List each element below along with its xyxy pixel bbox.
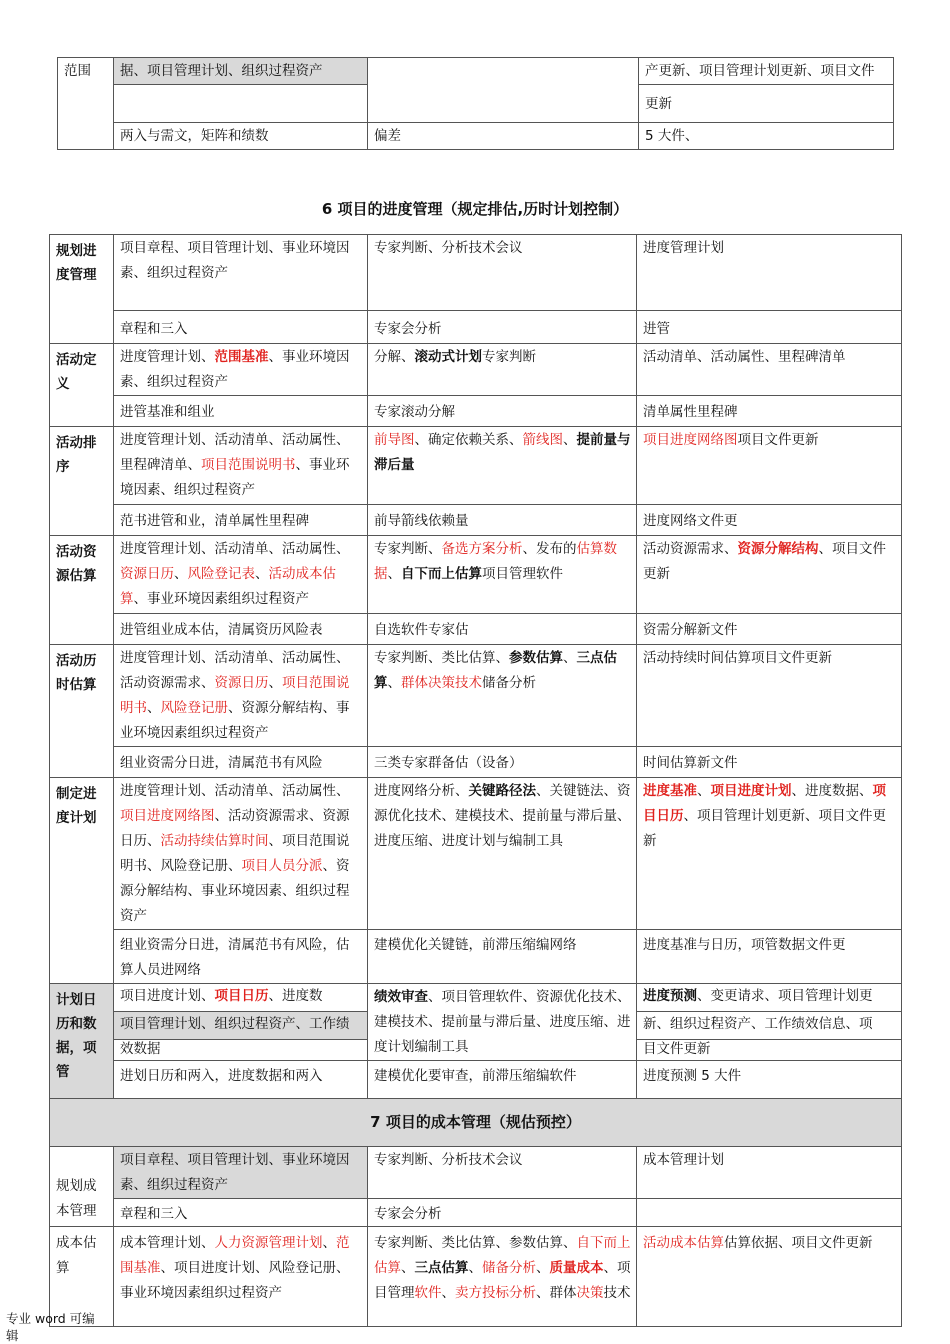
text-run: 参数估算	[509, 650, 563, 666]
outputs-mnemonic: 资需分解新文件	[637, 614, 902, 645]
footer-line1: 专业 word 可编	[6, 1311, 95, 1326]
text-run: 、	[468, 1260, 482, 1276]
text-run: 、	[536, 1260, 550, 1276]
process-inputs	[114, 235, 368, 311]
scope-table	[57, 57, 894, 150]
text-run: 项目范围说明书	[120, 675, 350, 716]
text-run: 资源日历	[214, 675, 269, 691]
section6-title: 6 项目的进度管理（规定排估,历时计划控制）	[321, 200, 629, 218]
text-run: 、项目范围说明书、风险登记册、	[120, 833, 350, 874]
text-run: 、	[563, 432, 577, 448]
process-name: 规划进度管理	[50, 235, 114, 344]
process-table	[49, 234, 902, 1327]
text-run: 专家判断、分析技术会议	[374, 240, 523, 256]
text-run: 专家判断、	[374, 541, 442, 557]
text-run: 、	[322, 1235, 336, 1251]
text-run: 滚动式计划	[414, 349, 482, 365]
outputs-mnemonic: 进度基准与日历，项管数据文件更	[637, 930, 902, 984]
scope-inputs-a: 据、项目管理计划、组织过程资产	[114, 58, 368, 85]
text-run: 、	[401, 1260, 415, 1276]
scope-tools	[368, 58, 639, 123]
process-inputs-b	[114, 1012, 368, 1040]
text-run: 项目章程、项目管理计划、事业环境因素、组织过程资产	[120, 1152, 350, 1193]
text-run: 专家判断	[482, 349, 536, 365]
text-run: 资源日历	[120, 566, 174, 582]
text-run: 分解、	[374, 349, 415, 365]
process-outputs-c	[637, 1040, 902, 1061]
tools-mnemonic: 前导箭线依赖量	[368, 505, 637, 536]
process-tools	[368, 344, 637, 396]
process-name: 活动排序	[50, 427, 114, 536]
text-run: 成本管理计划、	[120, 1235, 215, 1251]
text-run: 关键路径法	[468, 783, 536, 799]
inputs-mnemonic: 进划日历和两入，进度数据和两入	[114, 1061, 368, 1099]
text-run: 、	[563, 650, 577, 666]
text-run: 软件	[414, 1285, 442, 1301]
process-inputs	[114, 1147, 368, 1199]
text-run: 进度管理计划、活动清单、活动属性、	[120, 541, 350, 557]
text-run: 项目章程、项目管理计划、事业环境因素	[120, 240, 350, 281]
text-run: 进度预测	[643, 988, 697, 1004]
text-run: 、项目文件更新	[643, 541, 886, 582]
text-run: 三点估算	[374, 650, 617, 691]
process-outputs	[637, 645, 902, 747]
text-run: 、发布的	[522, 541, 577, 557]
process-name: 活动定义	[50, 344, 114, 427]
tools-mnemonic: 自选软件专家估	[368, 614, 637, 645]
tools-mnemonic: 三类专家群备估（设备）	[368, 747, 637, 778]
process-outputs-a	[637, 984, 902, 1012]
text-run: 进度管理计划、活动清单、活动属性、里程碑清单、	[120, 432, 350, 473]
text-run: 活动成本估算	[643, 1235, 724, 1251]
text-run: 新、组织过程资产、工作绩效信息、项	[643, 1016, 873, 1032]
text-run: 、	[255, 566, 269, 582]
text-run: 项目文件更新	[737, 432, 819, 448]
text-run: 人力资源管理计划	[214, 1235, 323, 1251]
text-run: 技术	[603, 1285, 631, 1301]
text-run: 、事业环境因素组织过程资产	[133, 591, 309, 607]
text-run: 、事业环境因素、组织过程资产	[120, 457, 350, 498]
inputs-mnemonic: 章程和三入	[114, 1199, 368, 1227]
text-run: 、项目管理计划更新、项目文件更新	[643, 808, 886, 849]
outputs-mnemonic	[637, 1199, 902, 1227]
text-run: 进度网络分析、	[374, 783, 469, 799]
text-run: 群体决策技术	[401, 675, 482, 691]
text-run: 项目进度网络图	[120, 808, 215, 824]
process-tools	[368, 778, 637, 930]
process-outputs	[637, 536, 902, 614]
text-run: 、变更请求、项目管理计划更	[697, 988, 873, 1004]
text-run: 活动清单、活动属性、里程碑清单	[643, 349, 846, 365]
text-run: 项目日历	[643, 783, 886, 824]
text-run: 、组织过程资产	[133, 265, 228, 281]
section7-title: 7 项目的成本管理（规估预控）	[50, 1099, 902, 1147]
text-run: 成本管理计划	[643, 1152, 724, 1168]
inputs-mnemonic: 进管组业成本估，清属资历风险表	[114, 614, 368, 645]
text-run: 卖方投标分析	[455, 1285, 536, 1301]
process-inputs	[114, 645, 368, 747]
tools-mnemonic: 建模优化关键链，前滞压缩编网络	[368, 930, 637, 984]
process-outputs	[637, 1147, 902, 1199]
inputs-mnemonic: 进管基准和组业	[114, 396, 368, 427]
tools-mnemonic: 专家滚动分解	[368, 396, 637, 427]
text-run: 自下而上估算	[401, 566, 482, 582]
text-run: 项目进度计划	[710, 783, 792, 799]
text-run: 前导图	[374, 432, 415, 448]
text-run: 专家判断、分析技术会议	[374, 1152, 523, 1168]
text-run: 、群体	[536, 1285, 577, 1301]
text-run: 、资源分解结构、事业环境因素、组织过程资产	[120, 858, 350, 924]
process-name: 活动资源估算	[50, 536, 114, 645]
text-run: 、	[697, 783, 711, 799]
text-run: 效数据	[120, 1041, 161, 1057]
text-run: 、进度数据、	[791, 783, 873, 799]
process-inputs	[114, 1227, 368, 1327]
text-run: 三点估算	[414, 1260, 469, 1276]
process-outputs	[637, 1227, 902, 1327]
text-run: 、	[387, 675, 401, 691]
inputs-mnemonic: 组业资需分日进，清属范书有风险	[114, 747, 368, 778]
text-run: 储备分析	[482, 1260, 536, 1276]
process-inputs-a	[114, 984, 368, 1012]
text-run: 决策	[576, 1285, 604, 1301]
process-tools	[368, 1147, 637, 1199]
tools-mnemonic: 专家会分析	[368, 311, 637, 344]
text-run: 、项目进度计划、风险登记册、事业环境因素组织过程资产	[120, 1260, 350, 1301]
process-outputs	[637, 235, 902, 311]
text-run: 项目进度网络图	[643, 432, 738, 448]
tools-mnemonic: 建模优化要审查，前滞压缩编软件	[368, 1061, 637, 1099]
process-tools	[368, 645, 637, 747]
text-run: 项目管理软件	[482, 566, 563, 582]
text-run: 范围基准	[214, 349, 269, 365]
text-run: 项目人员分派	[241, 858, 323, 874]
text-run: 备选方案分析	[441, 541, 523, 557]
outputs-mnemonic: 进度网络文件更	[637, 505, 902, 536]
process-name: 活动历时估算	[50, 645, 114, 778]
text-run: 估算数据	[374, 541, 617, 582]
text-run: 项目日历	[214, 988, 269, 1004]
text-run: 、	[147, 700, 161, 716]
text-run: 目文件更新	[643, 1041, 711, 1057]
scope-inputs-gap	[114, 85, 368, 123]
inputs-mnemonic: 范书进管和业，清单属性里程碑	[114, 505, 368, 536]
text-run: 储备分析	[482, 675, 536, 691]
inputs-mnemonic: 组业资需分日进，清属范书有风险，估算人员进网络	[114, 930, 368, 984]
tools-mnemonic: 专家会分析	[368, 1199, 637, 1227]
text-run: 项目进度计划、	[120, 988, 215, 1004]
text-run: 风险登记册	[160, 700, 228, 716]
process-inputs	[114, 778, 368, 930]
process-name: 制定进度计划	[50, 778, 114, 984]
outputs-mnemonic: 时间估算新文件	[637, 747, 902, 778]
text-run: 活动持续时间估算项目文件更新	[643, 650, 832, 666]
text-run: 、事业环境因素、组织过程资产	[120, 349, 350, 390]
text-run: 、关键链法、资源优化技术、建模技术、提前量与滞后量、进度压缩、进度计划与编制工具	[374, 783, 631, 849]
scope-outputs-a: 产更新、项目管理计划更新、项目文件	[639, 58, 894, 85]
text-run: 专家判断、类比估算、	[374, 650, 509, 666]
text-run: 箭线图	[522, 432, 563, 448]
outputs-mnemonic: 进管	[637, 311, 902, 344]
text-run: 活动成本估算	[120, 566, 336, 607]
text-run: 、进度数	[268, 988, 323, 1004]
text-run: 绩效审查	[374, 989, 428, 1005]
process-outputs	[637, 427, 902, 505]
text-run: 、	[268, 675, 282, 691]
process-tools	[368, 427, 637, 505]
process-tools	[368, 235, 637, 311]
outputs-mnemonic: 清单属性里程碑	[637, 396, 902, 427]
scope-tools-summary: 偏差	[368, 123, 639, 150]
text-run: 自下而上估算	[374, 1235, 631, 1276]
process-tools	[368, 1227, 637, 1327]
text-run: 专家判断、类比估算、参数估算、	[374, 1235, 577, 1251]
process-name: 成本估算	[50, 1227, 114, 1327]
text-run: 风险登记表	[187, 566, 255, 582]
text-run: 、资源分解结构、事业环境因素组织过程资产	[120, 700, 350, 741]
scope-outputs-summary: 5 大件、	[639, 123, 894, 150]
text-run: 进度管理计划、	[120, 349, 215, 365]
text-run: 进度基准	[643, 783, 697, 799]
process-inputs-c	[114, 1040, 368, 1061]
footer-note	[6, 1310, 95, 1344]
text-run: 、项目管理	[374, 1260, 631, 1301]
text-run: 、	[441, 1285, 455, 1301]
text-run: 活动资源需求、	[643, 541, 738, 557]
process-tools	[368, 536, 637, 614]
text-run: 项目管理计划、组织过程资产、工作绩	[120, 1016, 350, 1032]
process-inputs	[114, 536, 368, 614]
process-outputs	[637, 778, 902, 930]
text-run: 项目范围说明书	[201, 457, 296, 473]
text-run: 、活动资源需求、资源日历、	[120, 808, 350, 849]
process-name: 计划日历和数据，项管	[50, 984, 114, 1099]
process-inputs	[114, 344, 368, 396]
process-outputs	[637, 344, 902, 396]
text-run: 、确定依赖关系、	[414, 432, 523, 448]
text-run: 、	[387, 566, 401, 582]
text-run: 资源分解结构	[737, 541, 819, 557]
text-run: 提前量与滞后量	[374, 432, 631, 473]
scope-inputs-summary: 两入与需文，矩阵和绩数	[114, 123, 368, 150]
process-tools	[368, 984, 637, 1061]
process-name: 规划成本管理	[50, 1147, 114, 1227]
inputs-mnemonic: 章程和三入	[114, 311, 368, 344]
outputs-mnemonic: 进度预测 5 大件	[637, 1061, 902, 1099]
text-run: 活动持续估算时间	[160, 833, 269, 849]
scope-outputs-b: 更新	[639, 85, 894, 123]
text-run: 、	[174, 566, 188, 582]
text-run: 、项目管理软件、资源优化技术、建模技术、提前量与滞后量、进度压缩、进度计划编制工具	[374, 989, 631, 1055]
text-run: 估算依据、项目文件更新	[724, 1235, 873, 1251]
text-run: 进度管理计划、活动清单、活动属性、活动资源需求、	[120, 650, 350, 691]
process-inputs	[114, 427, 368, 505]
text-run: 进度管理计划、活动清单、活动属性、	[120, 783, 350, 799]
text-run: 范围基准	[120, 1235, 350, 1276]
process-outputs-b	[637, 1012, 902, 1040]
footer-line2: 辑	[6, 1328, 19, 1343]
scope-label: 范围	[58, 58, 114, 150]
text-run: 进度管理计划	[643, 240, 724, 256]
text-run: 质量成本	[549, 1260, 604, 1276]
